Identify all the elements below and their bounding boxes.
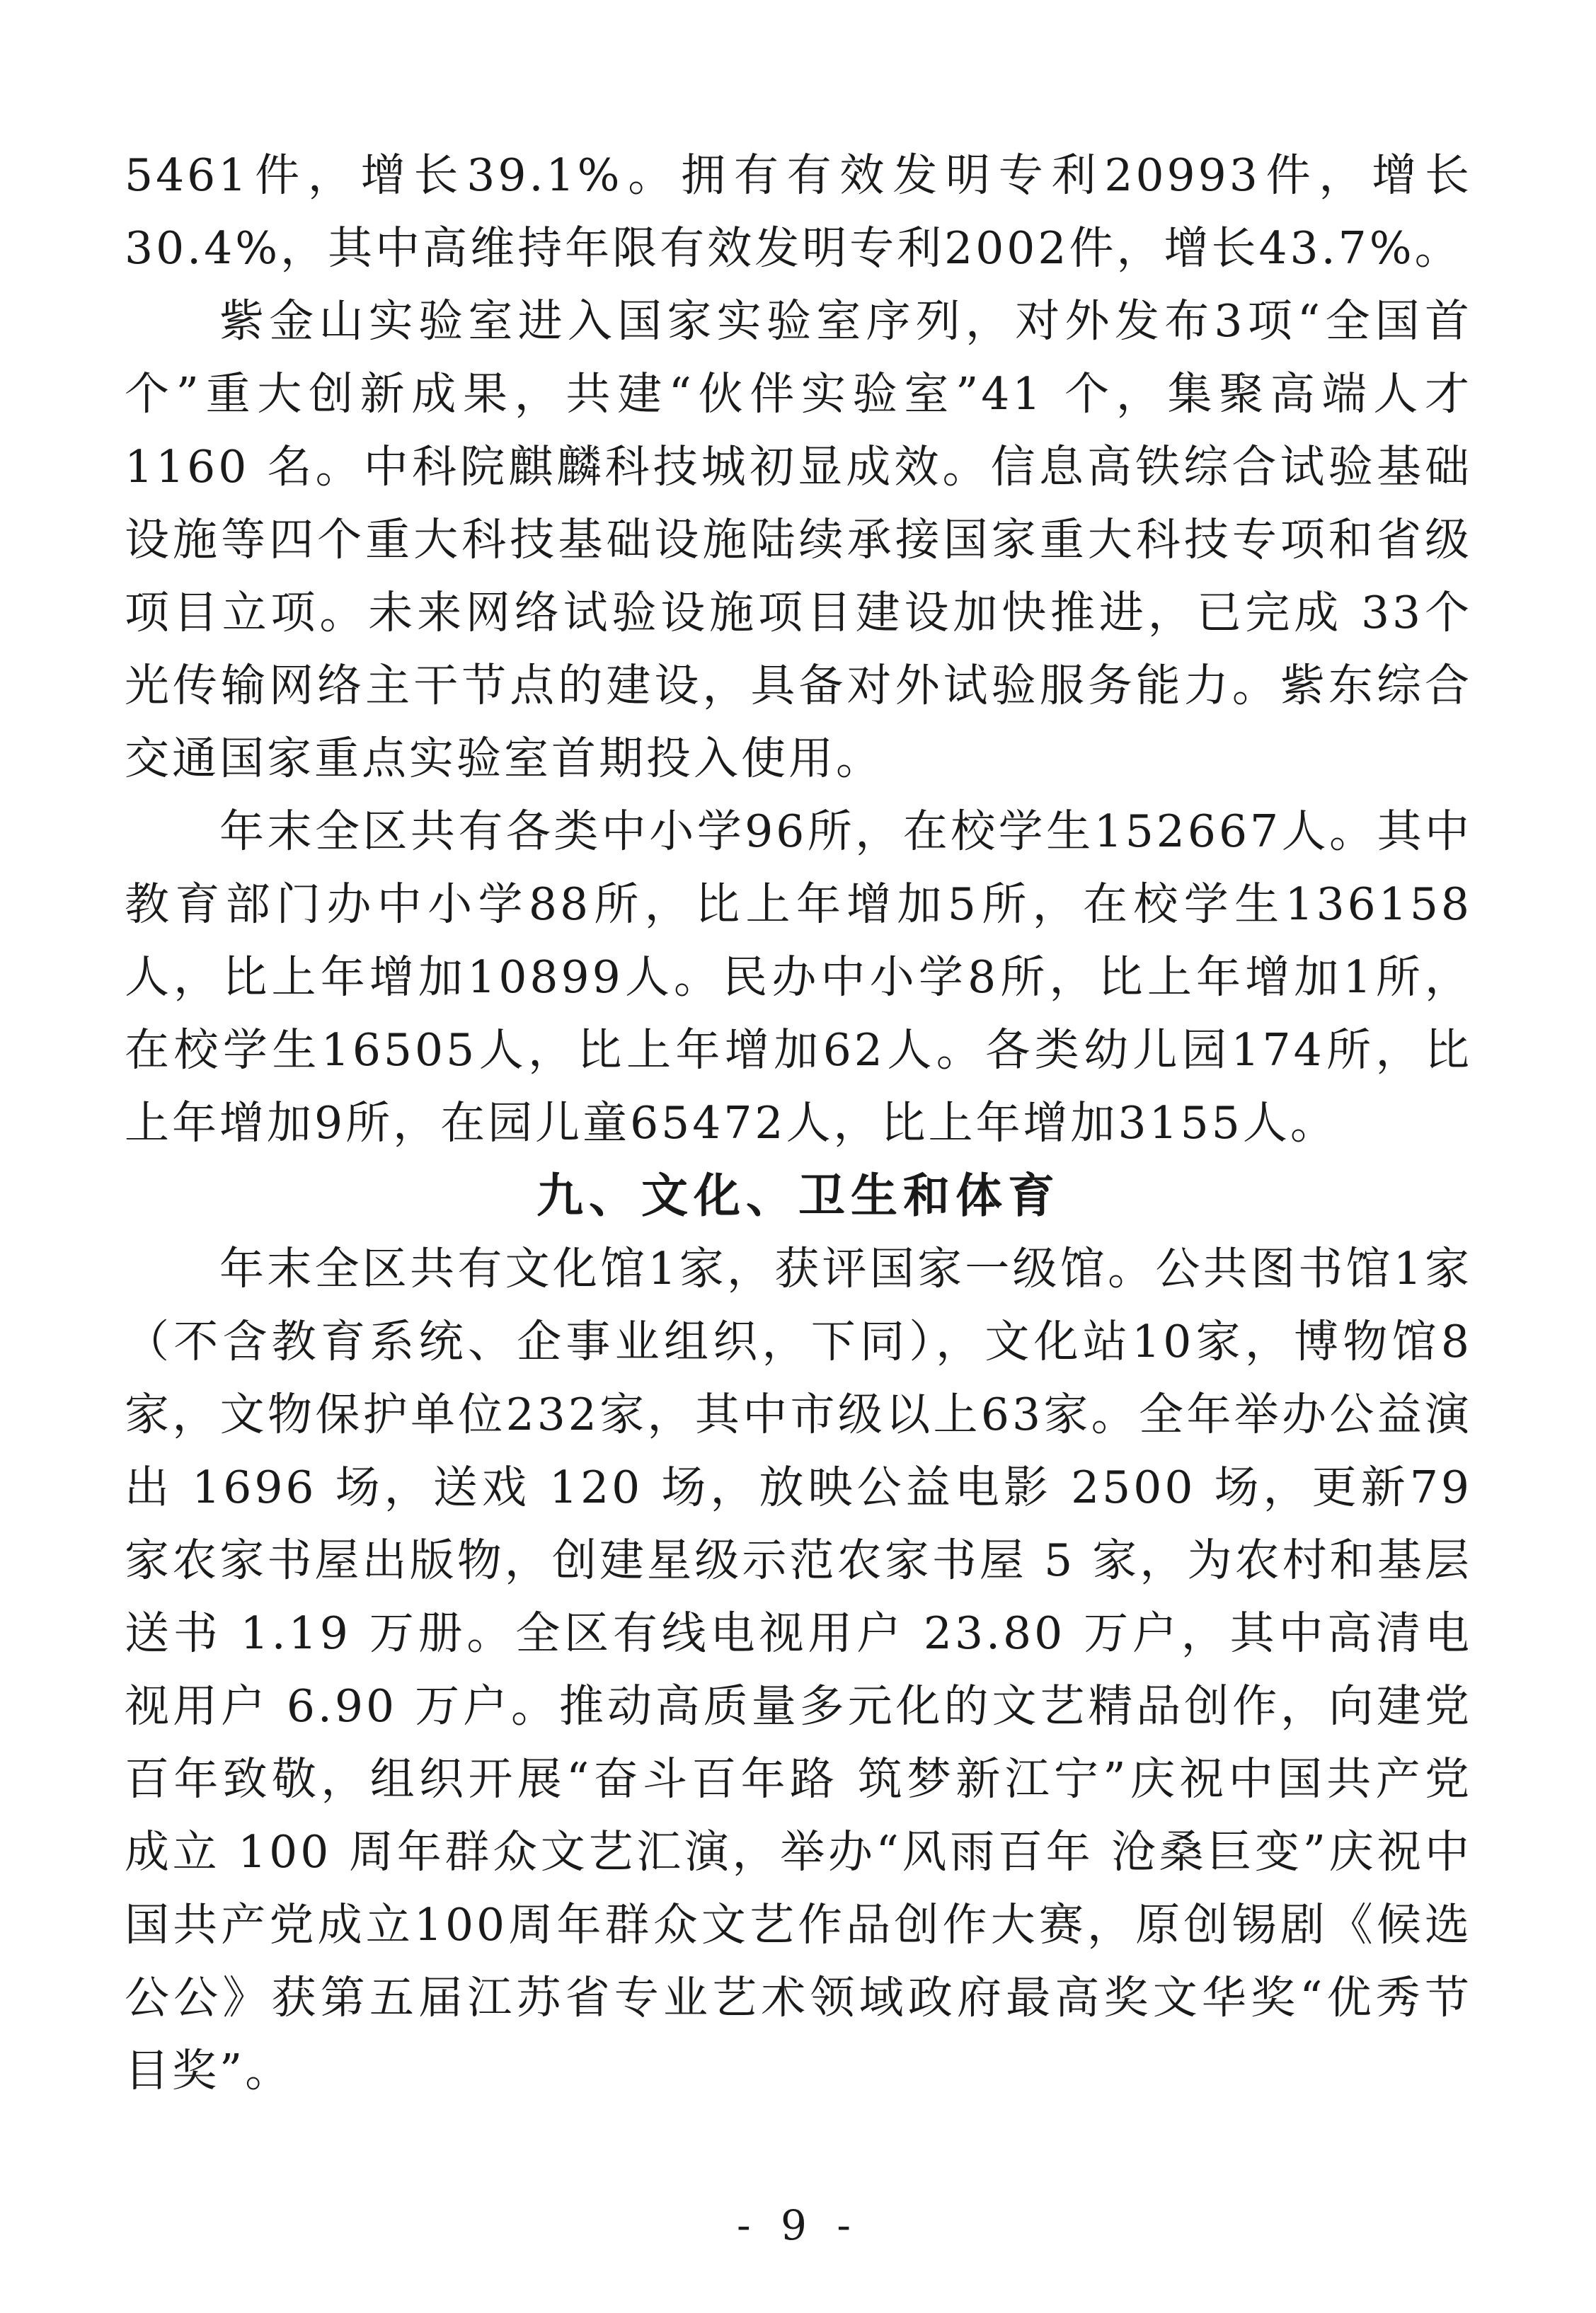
section-heading: 九、文化、卫生和体育 xyxy=(536,1169,1060,1223)
paragraph-education: 年末全区共有各类中小学96所，在校学生152667人。其中教育部门办中小学88所，比上年增加5所，在校学生136158人，比上年增加10899人。民办中小学8所，比上年增加1所，在校学生16505人，比上年增加62人。各类幼儿园174所，比上年增加9所，在园儿童65472人，比上年增加3155人。 xyxy=(125,805,1472,1149)
paragraph-laboratories: 紫金山实验室进入国家实验室序列，对外发布3项“全国首个”重大创新成果，共建“伙伴实验室”41 个，集聚高端人才1160 名。中科院麒麟科技城初显成效。信息高铁综合试验基础设施等四个重大科技基础设施陆续承接国家重大科技专项和省级项目立项。未来网络试验设施项目建设加快推进，已完成 33个光传输网络主干节点的建设，具备对外试验服务能力。紫东综合交通国家重点实验室首期投入使用。 xyxy=(125,295,1472,784)
paragraph-patents: 5461件，增长39.1%。拥有有效发明专利20993件，增长30.4%，其中高维持年限有效发明专利2002件，增长43.7%。 xyxy=(125,149,1472,274)
document-page xyxy=(125,139,1472,2107)
paragraph-culture: 年末全区共有文化馆1家，获评国家一级馆。公共图书馆1家（不含教育系统、企事业组织，下同），文化站10家，博物馆8家，文物保护单位232家，其中市级以上63家。全年举办公益演出 1696 场，送戏 120 场，放映公益电影 2500 场，更新79 家农家书屋出版物，创建星级示范农家书屋 5 家，为农村和基层送书 1.19 万册。全区有线电视用户 23.80 万户，其中高清电视用户 6.90 万户。推动高质量多元化的文艺精品创作，向建党百年致敬，组织开展“奋斗百年路 筑梦新江宁”庆祝中国共产党成立 100 周年群众文艺汇演，举办“风雨百年 沧桑巨变”庆祝中国共产党成立100周年群众文艺作品创作大赛，原创锡剧《候选公公》获第五届江苏省专业艺术领域政府最高奖文华奖“优秀节目奖”。 xyxy=(125,1243,1472,2096)
page-number: - 9 - xyxy=(737,2201,859,2249)
